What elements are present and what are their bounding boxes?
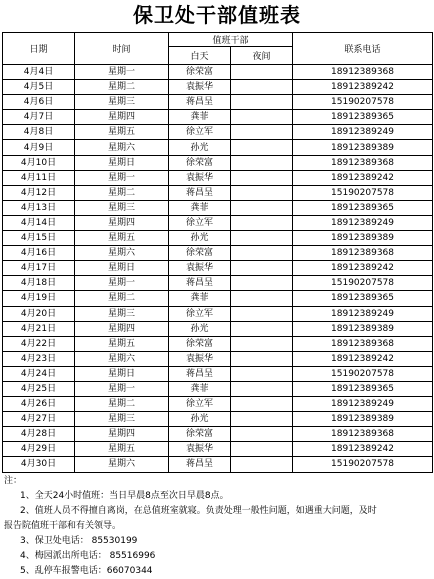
cell-weekday: 星期四 bbox=[75, 215, 169, 230]
cell-date: 4月4日 bbox=[3, 65, 75, 80]
cell-date: 4月5日 bbox=[3, 80, 75, 95]
cell-phone: 18912389365 bbox=[293, 110, 433, 125]
cell-day-duty: 龚菲 bbox=[169, 200, 231, 215]
cell-weekday: 星期三 bbox=[75, 95, 169, 110]
cell-night-duty bbox=[231, 155, 293, 170]
cell-weekday: 星期日 bbox=[75, 155, 169, 170]
note-line-3: 3、保卫处电话： 85530199 bbox=[20, 536, 138, 546]
cell-phone: 18912389368 bbox=[293, 65, 433, 80]
page-title: 保卫处干部值班表 bbox=[133, 3, 301, 27]
cell-date: 4月21日 bbox=[3, 321, 75, 336]
cell-date: 4月24日 bbox=[3, 366, 75, 381]
header-night: 夜间 bbox=[231, 47, 293, 65]
notes-heading: 注： bbox=[4, 476, 23, 486]
cell-day-duty: 袁振华 bbox=[169, 170, 231, 185]
cell-date: 4月19日 bbox=[3, 291, 75, 306]
table-row bbox=[3, 321, 433, 336]
cell-weekday: 星期二 bbox=[75, 80, 169, 95]
cell-phone: 15190207578 bbox=[293, 276, 433, 291]
cell-phone: 15190207578 bbox=[293, 95, 433, 110]
cell-day-duty: 徐荣富 bbox=[169, 65, 231, 80]
cell-phone: 18912389242 bbox=[293, 442, 433, 457]
table-row bbox=[3, 457, 433, 472]
cell-phone: 18912389389 bbox=[293, 140, 433, 155]
cell-phone: 15190207578 bbox=[293, 185, 433, 200]
cell-phone: 18912389365 bbox=[293, 291, 433, 306]
cell-phone: 15190207578 bbox=[293, 457, 433, 472]
header-weekday: 时间 bbox=[75, 33, 169, 65]
cell-night-duty bbox=[231, 231, 293, 246]
cell-phone: 18912389389 bbox=[293, 231, 433, 246]
cell-night-duty bbox=[231, 412, 293, 427]
table-row bbox=[3, 412, 433, 427]
cell-date: 4月29日 bbox=[3, 442, 75, 457]
note-line-2-continued: 报告院值班干部和有关领导。 bbox=[4, 521, 122, 531]
cell-night-duty bbox=[231, 125, 293, 140]
cell-weekday: 星期三 bbox=[75, 200, 169, 215]
cell-weekday: 星期四 bbox=[75, 110, 169, 125]
cell-night-duty bbox=[231, 276, 293, 291]
table-row bbox=[3, 231, 433, 246]
cell-weekday: 星期一 bbox=[75, 65, 169, 80]
cell-night-duty bbox=[231, 457, 293, 472]
table-row bbox=[3, 261, 433, 276]
notes-section bbox=[4, 474, 432, 579]
cell-date: 4月30日 bbox=[3, 457, 75, 472]
cell-night-duty bbox=[231, 397, 293, 412]
cell-weekday: 星期五 bbox=[75, 336, 169, 351]
table-row bbox=[3, 95, 433, 110]
cell-weekday: 星期二 bbox=[75, 397, 169, 412]
cell-night-duty bbox=[231, 291, 293, 306]
cell-phone: 18912389389 bbox=[293, 412, 433, 427]
cell-weekday: 星期四 bbox=[75, 427, 169, 442]
cell-night-duty bbox=[231, 366, 293, 381]
header-day: 白天 bbox=[169, 47, 231, 65]
table-row bbox=[3, 381, 433, 396]
cell-date: 4月6日 bbox=[3, 95, 75, 110]
cell-night-duty bbox=[231, 140, 293, 155]
cell-night-duty bbox=[231, 442, 293, 457]
cell-weekday: 星期日 bbox=[75, 366, 169, 381]
cell-day-duty: 徐立军 bbox=[169, 125, 231, 140]
cell-day-duty: 徐荣富 bbox=[169, 246, 231, 261]
cell-phone: 18912389249 bbox=[293, 397, 433, 412]
cell-day-duty: 徐立军 bbox=[169, 306, 231, 321]
cell-day-duty: 徐立军 bbox=[169, 397, 231, 412]
cell-weekday: 星期一 bbox=[75, 381, 169, 396]
cell-night-duty bbox=[231, 351, 293, 366]
cell-weekday: 星期四 bbox=[75, 321, 169, 336]
cell-weekday: 星期一 bbox=[75, 276, 169, 291]
cell-day-duty: 袁振华 bbox=[169, 261, 231, 276]
cell-date: 4月22日 bbox=[3, 336, 75, 351]
table-row bbox=[3, 200, 433, 215]
table-body bbox=[3, 65, 433, 473]
cell-night-duty bbox=[231, 306, 293, 321]
cell-night-duty bbox=[231, 261, 293, 276]
cell-phone: 18912389249 bbox=[293, 215, 433, 230]
cell-night-duty bbox=[231, 215, 293, 230]
duty-schedule-table bbox=[2, 32, 433, 473]
cell-night-duty bbox=[231, 65, 293, 80]
cell-date: 4月23日 bbox=[3, 351, 75, 366]
table-row bbox=[3, 366, 433, 381]
cell-date: 4月8日 bbox=[3, 125, 75, 140]
cell-date: 4月18日 bbox=[3, 276, 75, 291]
cell-night-duty bbox=[231, 321, 293, 336]
cell-phone: 18912389368 bbox=[293, 246, 433, 261]
cell-night-duty bbox=[231, 170, 293, 185]
cell-phone: 18912389242 bbox=[293, 351, 433, 366]
cell-date: 4月14日 bbox=[3, 215, 75, 230]
note-line-1: 1、全天24小时值班：当日早晨8点至次日早晨8点。 bbox=[20, 491, 229, 501]
cell-day-duty: 徐荣富 bbox=[169, 336, 231, 351]
cell-day-duty: 蒋昌呈 bbox=[169, 366, 231, 381]
table-row bbox=[3, 276, 433, 291]
cell-date: 4月11日 bbox=[3, 170, 75, 185]
cell-weekday: 星期六 bbox=[75, 140, 169, 155]
cell-night-duty bbox=[231, 80, 293, 95]
cell-weekday: 星期三 bbox=[75, 412, 169, 427]
cell-day-duty: 蒋昌呈 bbox=[169, 457, 231, 472]
table-row bbox=[3, 185, 433, 200]
cell-day-duty: 蒋昌呈 bbox=[169, 95, 231, 110]
cell-weekday: 星期五 bbox=[75, 125, 169, 140]
cell-date: 4月7日 bbox=[3, 110, 75, 125]
table-row bbox=[3, 170, 433, 185]
cell-day-duty: 龚菲 bbox=[169, 291, 231, 306]
cell-night-duty bbox=[231, 381, 293, 396]
cell-night-duty bbox=[231, 185, 293, 200]
table-row bbox=[3, 125, 433, 140]
cell-phone: 18912389389 bbox=[293, 321, 433, 336]
cell-day-duty: 蒋昌呈 bbox=[169, 185, 231, 200]
cell-phone: 18912389242 bbox=[293, 261, 433, 276]
cell-day-duty: 孙光 bbox=[169, 140, 231, 155]
cell-date: 4月10日 bbox=[3, 155, 75, 170]
cell-weekday: 星期二 bbox=[75, 291, 169, 306]
table-row bbox=[3, 65, 433, 80]
header-row-top bbox=[3, 33, 433, 47]
cell-date: 4月9日 bbox=[3, 140, 75, 155]
cell-phone: 15190207578 bbox=[293, 366, 433, 381]
table-row bbox=[3, 246, 433, 261]
cell-weekday: 星期一 bbox=[75, 170, 169, 185]
table-row bbox=[3, 215, 433, 230]
header-phone: 联系电话 bbox=[293, 33, 433, 65]
cell-night-duty bbox=[231, 200, 293, 215]
table-row bbox=[3, 442, 433, 457]
cell-day-duty: 龚菲 bbox=[169, 110, 231, 125]
cell-day-duty: 袁振华 bbox=[169, 351, 231, 366]
cell-weekday: 星期三 bbox=[75, 306, 169, 321]
cell-weekday: 星期五 bbox=[75, 231, 169, 246]
cell-night-duty bbox=[231, 427, 293, 442]
cell-day-duty: 徐荣富 bbox=[169, 155, 231, 170]
cell-date: 4月27日 bbox=[3, 412, 75, 427]
cell-weekday: 星期六 bbox=[75, 351, 169, 366]
cell-day-duty: 孙光 bbox=[169, 321, 231, 336]
cell-date: 4月28日 bbox=[3, 427, 75, 442]
cell-date: 4月25日 bbox=[3, 381, 75, 396]
cell-night-duty bbox=[231, 110, 293, 125]
cell-weekday: 星期六 bbox=[75, 457, 169, 472]
cell-day-duty: 袁振华 bbox=[169, 80, 231, 95]
note-line-4: 4、梅园派出所电话： 85516996 bbox=[20, 551, 156, 561]
cell-weekday: 星期五 bbox=[75, 442, 169, 457]
cell-day-duty: 龚菲 bbox=[169, 381, 231, 396]
cell-weekday: 星期日 bbox=[75, 261, 169, 276]
table-row bbox=[3, 110, 433, 125]
table-row bbox=[3, 140, 433, 155]
table-row bbox=[3, 291, 433, 306]
cell-day-duty: 袁振华 bbox=[169, 442, 231, 457]
cell-phone: 18912389242 bbox=[293, 170, 433, 185]
cell-phone: 18912389368 bbox=[293, 155, 433, 170]
table-row bbox=[3, 155, 433, 170]
cell-phone: 18912389365 bbox=[293, 381, 433, 396]
cell-date: 4月15日 bbox=[3, 231, 75, 246]
cell-night-duty bbox=[231, 336, 293, 351]
table-row bbox=[3, 306, 433, 321]
cell-day-duty: 徐立军 bbox=[169, 215, 231, 230]
cell-date: 4月13日 bbox=[3, 200, 75, 215]
cell-day-duty: 孙光 bbox=[169, 231, 231, 246]
cell-date: 4月12日 bbox=[3, 185, 75, 200]
cell-weekday: 星期六 bbox=[75, 246, 169, 261]
header-duty-group: 值班干部 bbox=[169, 33, 293, 47]
cell-day-duty: 孙光 bbox=[169, 412, 231, 427]
note-line-5: 5、乱停车报警电话：66070344 bbox=[20, 566, 153, 576]
cell-day-duty: 蒋昌呈 bbox=[169, 276, 231, 291]
cell-phone: 18912389368 bbox=[293, 427, 433, 442]
note-line-2: 2、值班人员不得擅自离岗，在总值班室就寝。负责处理一般性问题，如遇重大问题，及时 bbox=[20, 506, 377, 516]
table-row bbox=[3, 397, 433, 412]
cell-date: 4月16日 bbox=[3, 246, 75, 261]
cell-day-duty: 徐荣富 bbox=[169, 427, 231, 442]
header-date: 日期 bbox=[3, 33, 75, 65]
cell-phone: 18912389249 bbox=[293, 306, 433, 321]
table-row bbox=[3, 351, 433, 366]
table-row bbox=[3, 336, 433, 351]
table-row bbox=[3, 427, 433, 442]
cell-date: 4月20日 bbox=[3, 306, 75, 321]
cell-weekday: 星期二 bbox=[75, 185, 169, 200]
cell-date: 4月17日 bbox=[3, 261, 75, 276]
cell-phone: 18912389368 bbox=[293, 336, 433, 351]
cell-phone: 18912389365 bbox=[293, 200, 433, 215]
cell-phone: 18912389242 bbox=[293, 80, 433, 95]
cell-date: 4月26日 bbox=[3, 397, 75, 412]
cell-night-duty bbox=[231, 246, 293, 261]
cell-night-duty bbox=[231, 95, 293, 110]
table-row bbox=[3, 80, 433, 95]
cell-phone: 18912389249 bbox=[293, 125, 433, 140]
